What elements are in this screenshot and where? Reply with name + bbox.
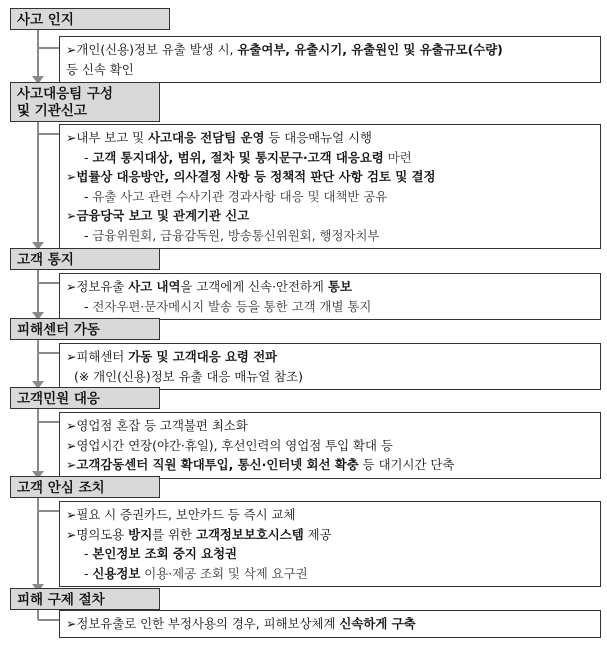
detail-text: 등 대기시간 단축 bbox=[358, 457, 455, 472]
detail-line bbox=[66, 206, 594, 226]
detail-line bbox=[66, 367, 594, 387]
connector-1 bbox=[37, 30, 39, 78]
detail-text: 마련 bbox=[383, 149, 412, 165]
detail-text: 신속하게 구축 bbox=[339, 616, 416, 631]
connector-3 bbox=[37, 270, 39, 313]
step-detail-complaints bbox=[59, 412, 601, 479]
detail-line bbox=[66, 187, 594, 207]
detail-text: 본인정보 조회 중지 요청권 bbox=[92, 546, 238, 561]
detail-text: 방지 bbox=[128, 526, 153, 542]
step-header-relief-procedure: 피해 구제 절차 bbox=[10, 588, 160, 610]
detail-line bbox=[66, 347, 594, 367]
detail-text: 정보유출로 인한 부정사용의 경우, 피해보상체계 bbox=[76, 616, 340, 631]
detail-line bbox=[66, 455, 594, 475]
detail-text: 신용정보 bbox=[92, 565, 141, 581]
detail-line bbox=[66, 128, 594, 148]
step-header-reassurance: 고객 안심 조치 bbox=[10, 476, 160, 498]
detail-line bbox=[66, 564, 594, 584]
arrow-bullet-icon: ➢ bbox=[66, 349, 77, 364]
detail-text: 제공 bbox=[303, 526, 332, 542]
branch-1 bbox=[38, 47, 59, 49]
detail-line bbox=[66, 416, 594, 436]
step-detail-incident-recognition bbox=[59, 36, 601, 83]
step-detail-customer-notice bbox=[59, 273, 601, 320]
arrow-bullet-icon: ➢ bbox=[66, 418, 77, 433]
detail-text: 금융당국 보고 및 관계기관 신고 bbox=[76, 208, 250, 223]
detail-line bbox=[66, 226, 594, 246]
detail-text: 법률상 대응방안, 의사결정 사항 등 정책적 판단 사항 검토 및 결정 bbox=[76, 169, 436, 184]
connector-2 bbox=[37, 122, 39, 242]
detail-text: 을 고객에게 신속·안전하게 bbox=[180, 279, 328, 294]
step-detail-response-team bbox=[59, 124, 601, 249]
step-header-customer-notice: 고객 통지 bbox=[10, 248, 160, 270]
branch-4 bbox=[38, 352, 59, 354]
detail-text: 금융위원회, 금융감독원, 방송통신위원회, 행정자치부 bbox=[92, 227, 380, 243]
detail-text: (※ 개인(신용)정보 유출 대응 매뉴얼 참조) bbox=[74, 368, 303, 384]
detail-line bbox=[66, 40, 594, 60]
detail-text: 피해센터 bbox=[76, 349, 129, 364]
arrow-bullet-icon: ➢ bbox=[66, 279, 77, 294]
detail-line bbox=[66, 277, 594, 297]
arrow-bullet-icon: ➢ bbox=[66, 42, 77, 57]
arrow-bullet-icon: ➢ bbox=[66, 437, 77, 453]
connector-5 bbox=[37, 409, 39, 472]
detail-text: 이용·제공 조회 및 삭제 요구권 bbox=[140, 565, 308, 581]
step-detail-reassurance bbox=[59, 501, 601, 587]
detail-text: 영업시간 연장(야간·휴일), 후선인력의 영업점 투입 확대 등 bbox=[76, 437, 393, 453]
step-header-complaints: 고객민원 대응 bbox=[10, 387, 160, 409]
dash-bullet-icon: - bbox=[84, 149, 93, 165]
detail-text: 정보유출 bbox=[76, 279, 129, 294]
step-detail-damage-center bbox=[59, 343, 601, 390]
detail-text: 영업점 혼잡 등 고객불편 최소화 bbox=[76, 418, 248, 433]
detail-text: 유출 사고 관련 수사기관 경과사항 대응 및 대책반 공유 bbox=[92, 188, 388, 204]
arrow-bullet-icon: ➢ bbox=[66, 130, 77, 145]
step-detail-relief-procedure bbox=[59, 610, 601, 638]
branch-5 bbox=[38, 421, 59, 423]
detail-text: 필요 시 증권카드, 보안카드 등 즉시 교체 bbox=[76, 507, 296, 522]
branch-6 bbox=[38, 510, 59, 512]
detail-line bbox=[66, 525, 594, 545]
dash-bullet-icon: - bbox=[84, 188, 93, 204]
detail-line bbox=[66, 614, 594, 634]
detail-line bbox=[66, 544, 594, 564]
detail-line bbox=[66, 148, 594, 168]
detail-text: 가동 및 고객대응 요령 전파 bbox=[128, 349, 278, 364]
step-header-response-team: 사고대응팀 구성 및 기관신고 bbox=[10, 82, 160, 122]
detail-line bbox=[66, 505, 594, 525]
step-header-incident-recognition: 사고 인지 bbox=[10, 8, 170, 30]
detail-line bbox=[66, 297, 594, 317]
detail-text: 등 신속 확인 bbox=[66, 61, 134, 77]
detail-text: 유출여부, 유출시기, 유출원인 및 유출규모(수량) bbox=[237, 42, 503, 57]
detail-text: 내부 보고 및 bbox=[76, 130, 149, 145]
branch-7 bbox=[38, 619, 59, 621]
branch-3 bbox=[38, 282, 59, 284]
dash-bullet-icon: - bbox=[84, 546, 93, 561]
arrow-bullet-icon: ➢ bbox=[66, 208, 77, 223]
arrow-bullet-icon: ➢ bbox=[66, 616, 77, 631]
detail-text: 등 대응매뉴얼 시행 bbox=[264, 130, 372, 145]
dash-bullet-icon: - bbox=[84, 565, 93, 581]
arrow-bullet-icon: ➢ bbox=[66, 457, 77, 472]
arrow-bullet-icon: ➢ bbox=[66, 507, 77, 522]
arrow-bullet-icon: ➢ bbox=[66, 169, 77, 184]
detail-text: 전자우편·문자메시지 발송 등을 통한 고객 개별 통지 bbox=[92, 298, 372, 314]
dash-bullet-icon: - bbox=[84, 298, 93, 314]
detail-text: 를 위한 bbox=[152, 526, 196, 542]
detail-text: 사고 내역 bbox=[128, 279, 181, 294]
detail-text: 명의도용 bbox=[76, 526, 129, 542]
step-header-damage-center: 피해센터 가동 bbox=[10, 318, 160, 340]
detail-line bbox=[66, 167, 594, 187]
connector-4 bbox=[37, 340, 39, 382]
dash-bullet-icon: - bbox=[84, 227, 93, 243]
detail-text: 고객감동센터 직원 확대투입, 통신·인터넷 회선 확충 bbox=[76, 457, 359, 472]
detail-text: 고객정보보호시스템 bbox=[195, 526, 304, 542]
detail-line bbox=[66, 60, 594, 80]
detail-text: 고객 통지대상, 범위, 절차 및 통지문구·고객 대응요령 bbox=[92, 149, 384, 165]
detail-text: 개인(신용)정보 유출 발생 시, bbox=[76, 42, 238, 57]
detail-line bbox=[66, 436, 594, 456]
detail-text: 사고대응 전담팀 운영 bbox=[148, 130, 265, 145]
branch-2 bbox=[38, 133, 59, 135]
arrow-bullet-icon: ➢ bbox=[66, 526, 77, 542]
detail-text: 통보 bbox=[327, 279, 352, 294]
